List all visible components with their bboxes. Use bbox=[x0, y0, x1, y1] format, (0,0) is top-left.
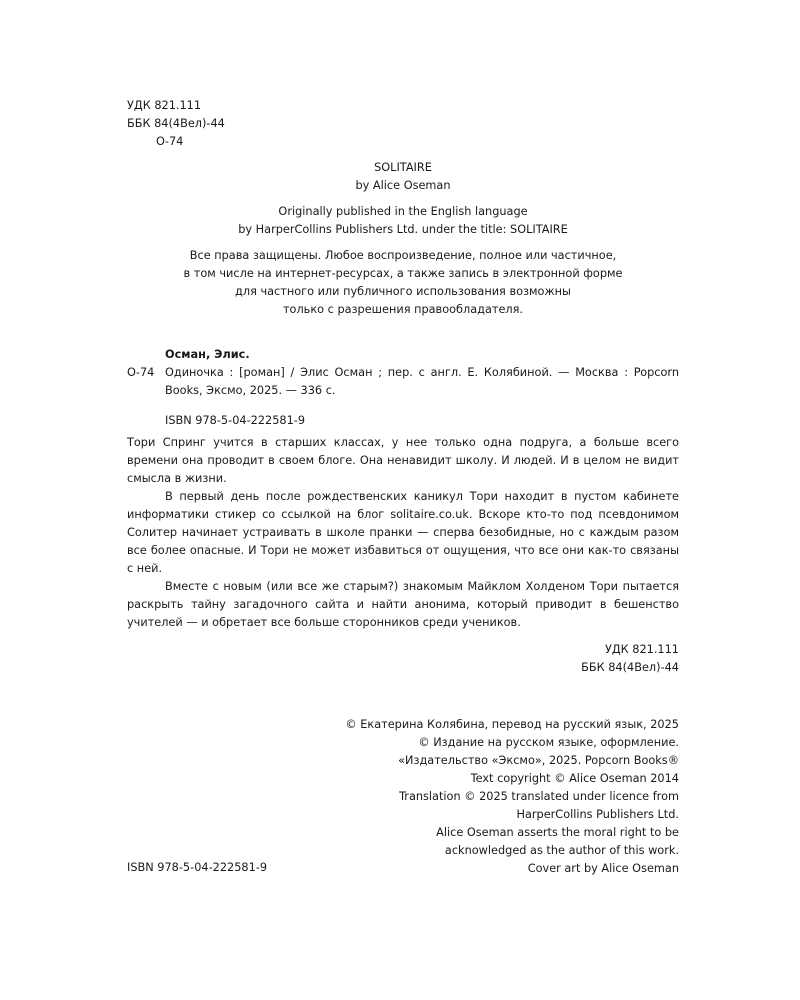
bottom-isbn: ISBN 978-5-04-222581-9 bbox=[127, 861, 268, 874]
original-author: by Alice Oseman bbox=[355, 179, 451, 192]
author-mark: О-74 bbox=[156, 135, 184, 148]
original-publication-block bbox=[127, 203, 679, 239]
copyright-line: «Издательство «Эксмо», 2025. Popcorn Books® bbox=[398, 754, 679, 767]
copyright-line: Translation © 2025 translated under licence from bbox=[399, 790, 679, 803]
original-title-block bbox=[127, 159, 679, 195]
rights-line: Все права защищены. Любое воспроизведение, полное или частичное, bbox=[189, 249, 617, 262]
copyright-line: © Екатерина Колябина, перевод на русский язык, 2025 bbox=[345, 718, 679, 731]
copyright-line: HarperCollins Publishers Ltd. bbox=[516, 808, 679, 821]
copyright-block bbox=[259, 716, 679, 878]
original-title: SOLITAIRE bbox=[374, 161, 432, 174]
rights-line: только с разрешения правообладателя. bbox=[282, 303, 524, 316]
original-publication-line: Originally published in the English language bbox=[278, 205, 528, 218]
annotation-paragraph: Вместе с новым (или все же старым?) знакомым Майклом Холденом Тори пытается раскрыть тайну загадочного сайта и найти анонима, который приводит в бешенство учителей — и обретает все больше сторонников среди учеников. bbox=[127, 580, 679, 629]
copyright-line: acknowledged as the author of this work. bbox=[444, 844, 679, 857]
bibliographic-record bbox=[127, 346, 679, 430]
udk-code: УДК 821.111 bbox=[604, 643, 679, 656]
copyright-line: Cover art by Alice Oseman bbox=[527, 862, 679, 875]
copyright-line: Text copyright © Alice Oseman 2014 bbox=[470, 772, 679, 785]
author-heading: Осман, Элис. bbox=[165, 348, 250, 361]
record-isbn: ISBN 978-5-04-222581-9 bbox=[165, 414, 306, 427]
entry-description: Одиночка : [роман] / Элис Осман ; пер. с англ. Е. Колябиной. — Москва : Popcorn Books, Эксмо, 2025. — 336 с. bbox=[165, 366, 679, 397]
bbk-code: ББК 84(4Вел)-44 bbox=[581, 661, 679, 674]
bbk-code: ББК 84(4Вел)-44 bbox=[127, 117, 225, 130]
original-publication-line: by HarperCollins Publishers Ltd. under the title: SOLITAIRE bbox=[238, 223, 568, 236]
classification-codes bbox=[127, 97, 225, 151]
annotation bbox=[127, 434, 679, 632]
udk-code: УДК 821.111 bbox=[127, 99, 202, 112]
rights-line: для частного или публичного использования возможны bbox=[235, 285, 571, 298]
bibliographic-entry bbox=[127, 364, 679, 400]
bottom-classification-codes bbox=[581, 641, 679, 677]
entry-code: О-74 bbox=[127, 366, 155, 379]
copyright-line: Alice Oseman asserts the moral right to be bbox=[436, 826, 679, 839]
annotation-paragraph: Тори Спринг учится в старших классах, у нее только одна подруга, а больше всего времени она проводит в своем блоге. Она ненавидит школу. И людей. И в целом не видит смысла в жизни. bbox=[127, 436, 679, 485]
rights-line: в том числе на интернет-ресурсах, а также запись в электронной форме bbox=[183, 267, 623, 280]
copyright-line: © Издание на русском языке, оформление. bbox=[418, 736, 679, 749]
rights-notice bbox=[127, 247, 679, 319]
annotation-paragraph: В первый день после рождественских каникул Тори находит в пустом кабинете информатики стикер со ссылкой на блог solitaire.co.uk. Вскоре кто-то под псевдонимом Солитер начинает устраивать в школе пранки — сперва безобидные, но с каждым разом все более опасные. И Тори не может избавиться от ощущения, что все они как-то связаны с ней. bbox=[127, 490, 679, 575]
